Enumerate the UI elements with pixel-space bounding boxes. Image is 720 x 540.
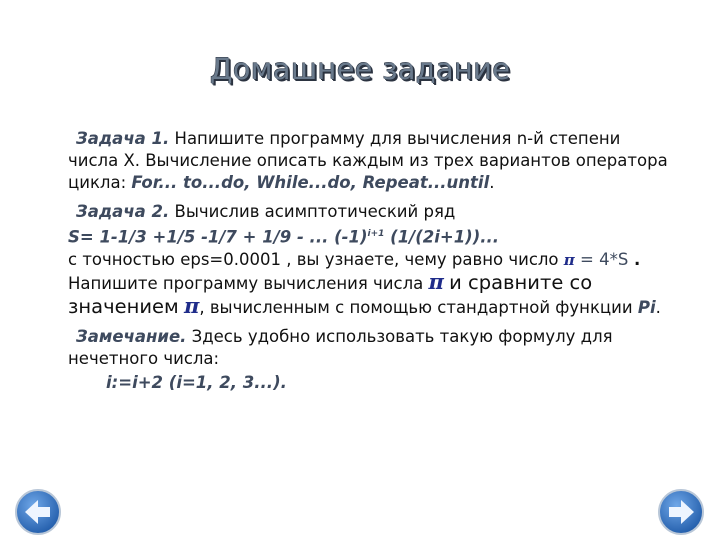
note-label: Замечание. bbox=[76, 326, 187, 346]
task-2-end: . bbox=[655, 297, 661, 317]
task-1-end: . bbox=[489, 173, 495, 192]
task-1-text: Напишите программу для вычисления n-й степени числа X. Вычисление описать каждым из трех вариантов оператора цикла: bbox=[68, 129, 668, 192]
pi-equation: = 4*S bbox=[580, 249, 629, 269]
slide-body bbox=[68, 128, 668, 401]
task-2-standard-text: , вычисленным с помощью стандартной функции bbox=[199, 297, 633, 317]
task-2-compare-text: и сравните со значением bbox=[68, 270, 593, 318]
arrow-left-icon bbox=[14, 488, 62, 536]
task-2-intro: Вычислив асимптотический ряд bbox=[174, 202, 456, 221]
pi-symbol: π bbox=[183, 292, 200, 318]
back-button[interactable] bbox=[14, 488, 62, 536]
slide-title: Домашнее задание bbox=[209, 52, 511, 86]
task-2-paragraph bbox=[68, 201, 668, 319]
task-2-precision-text: с точностью eps=0.0001 , вы узнаете, чему равно число bbox=[68, 249, 559, 269]
note-paragraph bbox=[68, 326, 668, 394]
task-2-program-text: Напишите программу вычисления числа bbox=[68, 273, 424, 293]
pi-symbol: π bbox=[563, 250, 575, 269]
task-2-label: Задача 2. bbox=[76, 202, 170, 221]
series-formula-tail: (1/(2i+1))... bbox=[384, 227, 500, 247]
series-formula: S= 1-1/3 +1/5 -1/7 + 1/9 - ... (-1) bbox=[68, 227, 368, 247]
pi-symbol: π bbox=[428, 268, 444, 294]
note-formula: i:=i+2 (i=1, 2, 3...). bbox=[106, 372, 287, 392]
task-1-label: Задача 1. bbox=[76, 129, 170, 148]
pi-function-name: Pi bbox=[637, 297, 656, 317]
pi-equation-end: . bbox=[628, 249, 641, 269]
task-1-loop-keywords: For... to...do, While...do, Repeat...until bbox=[131, 173, 490, 192]
forward-button[interactable] bbox=[657, 488, 705, 536]
task-1-paragraph bbox=[68, 128, 668, 194]
series-exponent: i+1 bbox=[367, 229, 385, 239]
note-text: Здесь удобно использовать такую формулу для нечетного числа: bbox=[68, 326, 613, 368]
arrow-right-icon bbox=[657, 488, 705, 536]
